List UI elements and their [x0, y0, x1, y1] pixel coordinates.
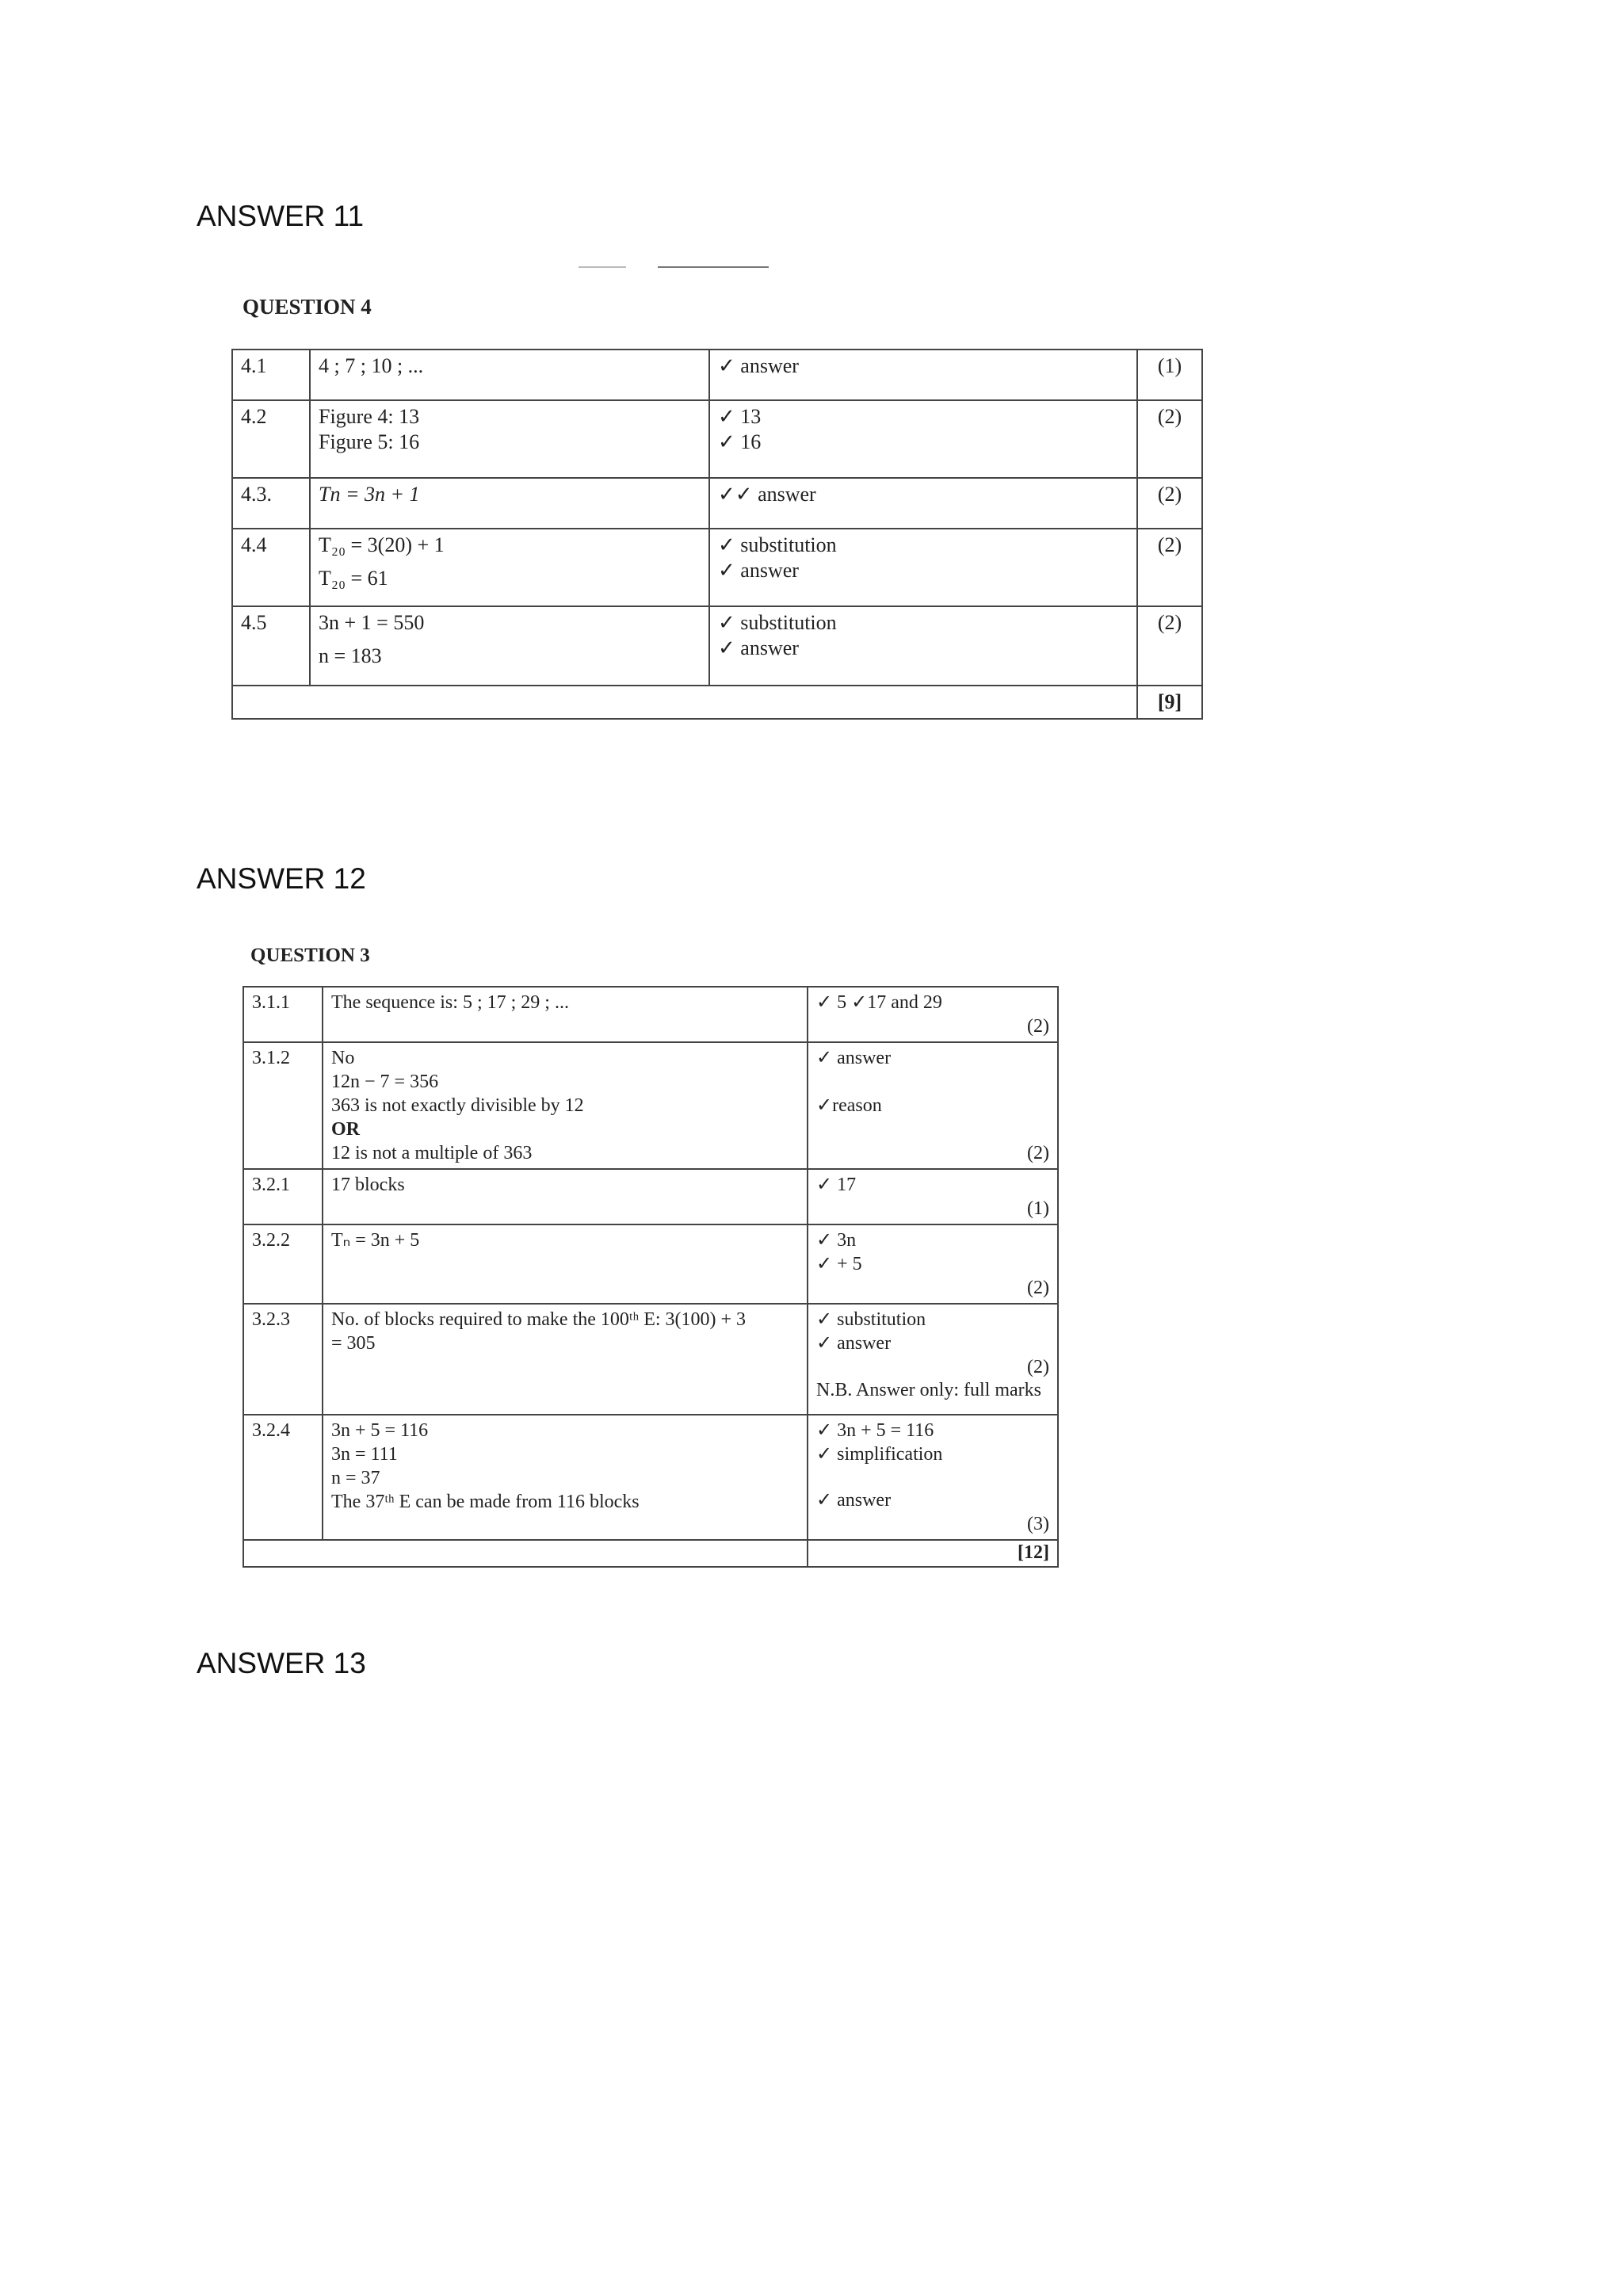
mark-allocation-cell: ✓ substitution ✓ answer: [709, 529, 1137, 606]
mark-allocation-cell: ✓ 13 ✓ 16: [709, 400, 1137, 478]
item-number: 3.2.2: [243, 1224, 323, 1304]
answer-13-heading: ANSWER 13: [197, 1647, 366, 1679]
item-number: 3.1.1: [243, 987, 323, 1042]
item-number: 4.3.: [232, 478, 310, 529]
mark-allocation-cell: ✓ 3n + 5 = 116 ✓ simplification ✓ answer (3): [808, 1415, 1058, 1540]
grand-total: [9]: [1137, 686, 1202, 719]
table-row: [243, 1224, 1058, 1304]
mark-allocation-cell: ✓ substitution ✓ answer: [709, 606, 1137, 686]
item-number: 4.2: [232, 400, 310, 478]
total-spacer: [232, 686, 1137, 719]
table-row: [243, 1169, 1058, 1224]
marks-total: (1): [1027, 1198, 1049, 1219]
mark-allocation-cell: ✓ answer: [709, 350, 1137, 400]
working-cell: 3n + 1 = 550 n = 183: [310, 606, 709, 686]
table-row: [243, 1042, 1058, 1169]
working-cell: T₂₀ = 3(20) + 1 T₂₀ = 61: [310, 529, 709, 606]
item-number: 4.4: [232, 529, 310, 606]
working-cell: Tn = 3n + 1: [310, 478, 709, 529]
question-3-memo-table: [242, 986, 1059, 1568]
marks-total: (2): [1027, 1016, 1049, 1037]
marks-total: (2): [1027, 1143, 1049, 1163]
item-number: 3.2.3: [243, 1304, 323, 1415]
item-number: 3.2.1: [243, 1169, 323, 1224]
scan-artifact-line: [658, 266, 769, 268]
table-row: [232, 478, 1202, 529]
item-number: 4.5: [232, 606, 310, 686]
item-number: 3.1.2: [243, 1042, 323, 1169]
table-row: [232, 350, 1202, 400]
scan-artifact-line: [579, 266, 626, 268]
table-total-row: [243, 1540, 1058, 1567]
working-cell: 17 blocks: [323, 1169, 808, 1224]
mark-allocation-cell: ✓ 3n ✓ + 5 (2): [808, 1224, 1058, 1304]
working-cell: No 12n − 7 = 356 363 is not exactly divisible by 12 OR 12 is not a multiple of 363: [323, 1042, 808, 1169]
marks-total: (2): [1137, 478, 1202, 529]
mark-allocation-cell: ✓ 17 (1): [808, 1169, 1058, 1224]
table-row: [243, 1304, 1058, 1415]
marks-total: (2): [1027, 1357, 1049, 1377]
question-4-title: QUESTION 4: [242, 295, 372, 319]
answer-11-heading: ANSWER 11: [197, 200, 365, 232]
table-row: [232, 606, 1202, 686]
mark-allocation-cell: ✓ 5 ✓17 and 29 (2): [808, 987, 1058, 1042]
grand-total: [12]: [808, 1540, 1058, 1567]
total-spacer: [243, 1540, 808, 1567]
table-row: [232, 400, 1202, 478]
marks-total: (3): [1027, 1514, 1049, 1534]
mark-allocation-cell: ✓ substitution ✓ answer (2) N.B. Answer only: full marks: [808, 1304, 1058, 1415]
working-cell: No. of blocks required to make the 100ᵗʰ E: 3(100) + 3 = 305: [323, 1304, 808, 1415]
mark-allocation-cell: ✓✓ answer: [709, 478, 1137, 529]
marks-total: (1): [1137, 350, 1202, 400]
question-3-title: QUESTION 3: [250, 945, 370, 966]
working-cell: 3n + 5 = 116 3n = 111 n = 37 The 37ᵗʰ E can be made from 116 blocks: [323, 1415, 808, 1540]
answer-12-heading: ANSWER 12: [197, 862, 366, 895]
working-cell: 4 ; 7 ; 10 ; ...: [310, 350, 709, 400]
table-row: [232, 529, 1202, 606]
mark-allocation-cell: ✓ answer ✓reason (2): [808, 1042, 1058, 1169]
marks-total: (2): [1137, 606, 1202, 686]
answer-only-note: N.B. Answer only: full marks: [816, 1380, 1041, 1400]
table-total-row: [232, 686, 1202, 719]
marks-total: (2): [1027, 1278, 1049, 1298]
table-row: [243, 1415, 1058, 1540]
working-cell: Figure 4: 13 Figure 5: 16: [310, 400, 709, 478]
working-cell: Tₙ = 3n + 5: [323, 1224, 808, 1304]
item-number: 3.2.4: [243, 1415, 323, 1540]
item-number: 4.1: [232, 350, 310, 400]
marks-total: (2): [1137, 529, 1202, 606]
marks-total: (2): [1137, 400, 1202, 478]
question-4-memo-table: [231, 349, 1203, 720]
table-row: [243, 987, 1058, 1042]
working-cell: The sequence is: 5 ; 17 ; 29 ; ...: [323, 987, 808, 1042]
